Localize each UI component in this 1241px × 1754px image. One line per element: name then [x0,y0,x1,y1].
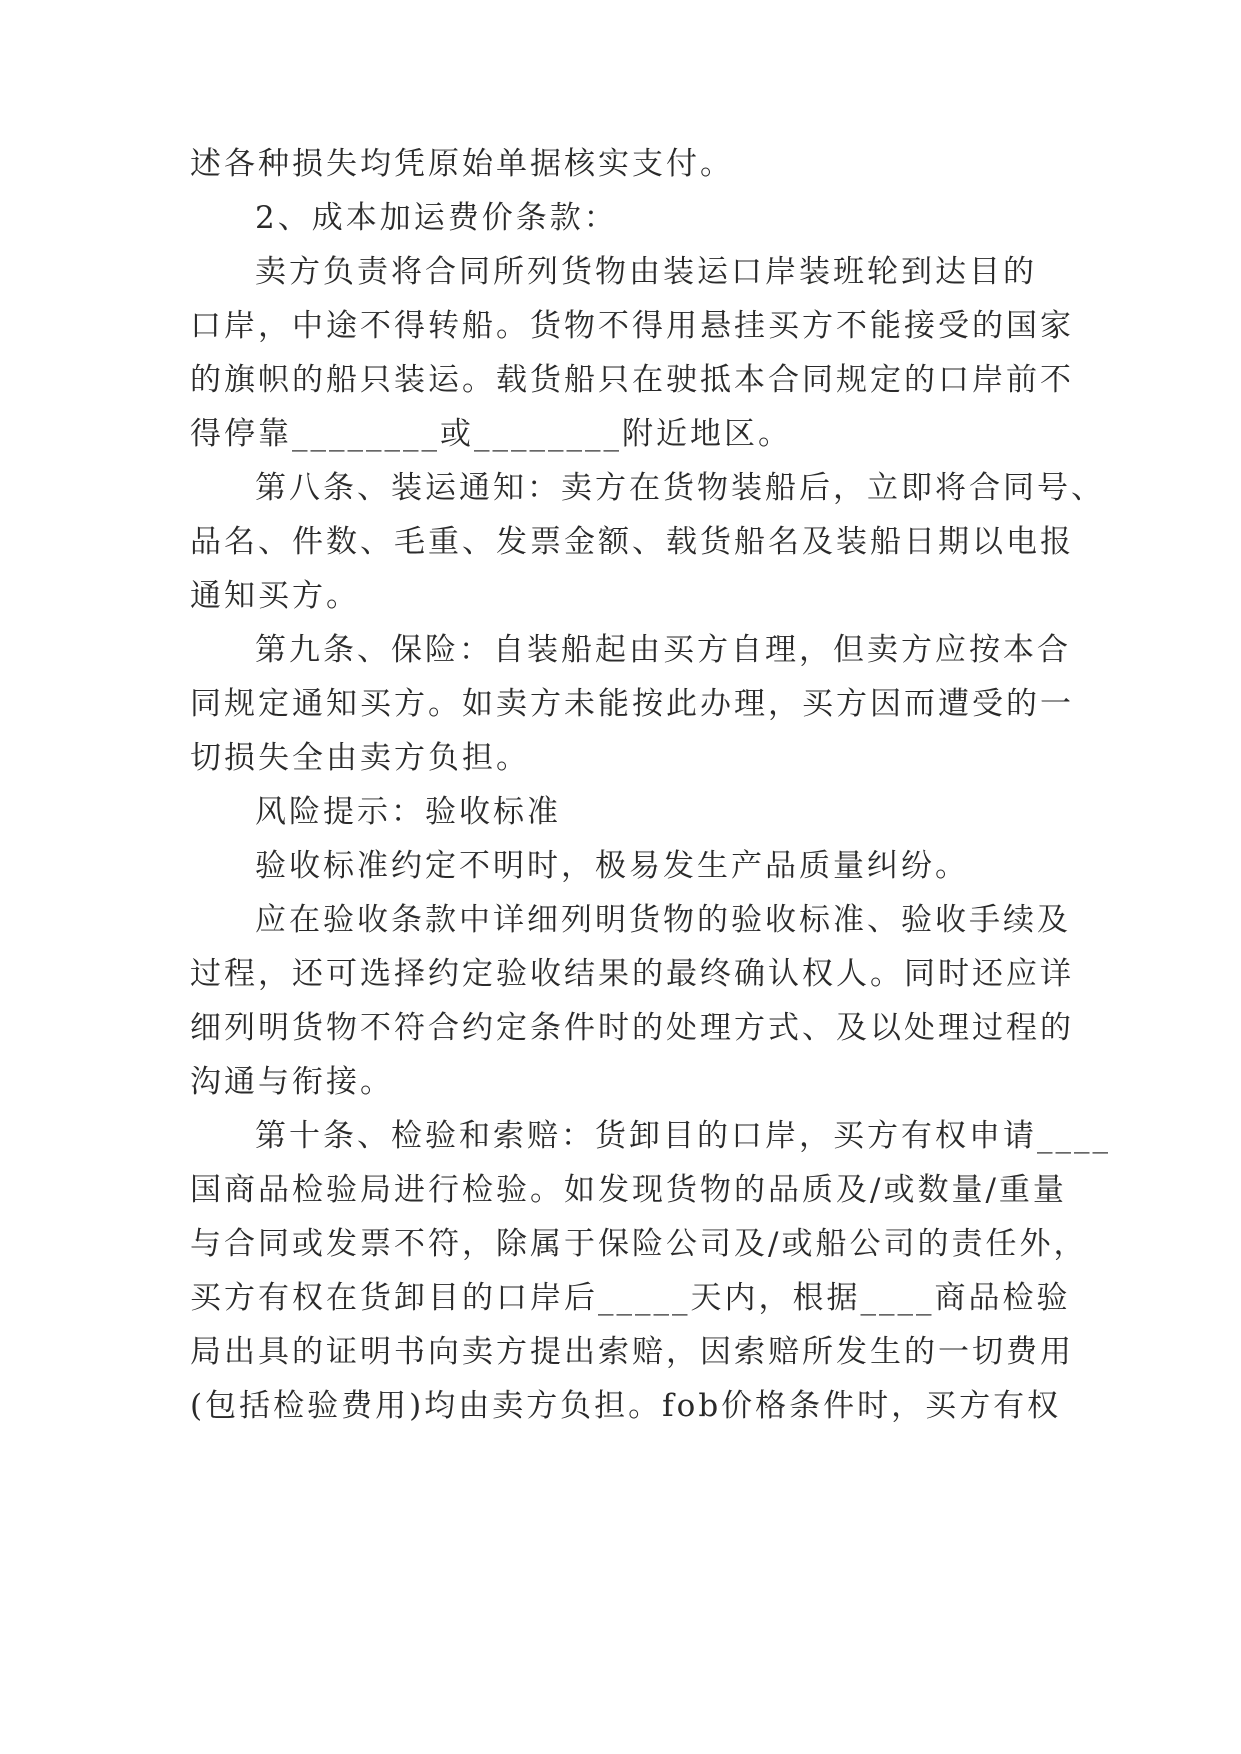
body-line: 述各种损失均凭原始单据核实支付。 [190,146,734,182]
body-line: 同规定通知买方。如卖方未能按此办理，买方因而遭受的一 [190,686,1074,722]
body-line: (包括检验费用)均由卖方负担。fob价格条件时，买方有权 [190,1388,1062,1424]
body-line: 的旗帜的船只装运。载货船只在驶抵本合同规定的口岸前不 [190,362,1074,398]
body-line: 得停靠________或________附近地区。 [190,416,792,452]
body-line: 品名、件数、毛重、发票金额、载货船名及装船日期以电报 [190,524,1074,560]
body-line: 卖方负责将合同所列货物由装运口岸装班轮到达目的 [255,254,1037,290]
body-line: 过程，还可选择约定验收结果的最终确认权人。同时还应详 [190,956,1074,992]
risk-tip-heading: 风险提示：验收标准 [255,794,561,830]
article-10-line: 第十条、检验和索赔：货卸目的口岸，买方有权申请____ [255,1118,1111,1154]
body-line: 沟通与衔接。 [190,1064,394,1100]
body-line: 局出具的证明书向卖方提出索赔，因索赔所发生的一切费用 [190,1334,1074,1370]
body-line: 买方有权在货卸目的口岸后_____天内，根据____商品检验 [190,1280,1071,1316]
article-9-line: 第九条、保险：自装船起由买方自理，但卖方应按本合 [255,632,1071,668]
body-line: 应在验收条款中详细列明货物的验收标准、验收手续及 [255,902,1071,938]
body-line: 细列明货物不符合约定条件时的处理方式、及以处理过程的 [190,1010,1074,1046]
body-line: 口岸，中途不得转船。货物不得用悬挂买方不能接受的国家 [190,308,1074,344]
body-line: 验收标准约定不明时，极易发生产品质量纠纷。 [255,848,969,884]
section-heading: 2、成本加运费价条款： [255,200,618,236]
body-line: 切损失全由卖方负担。 [190,740,530,776]
body-line: 国商品检验局进行检验。如发现货物的品质及/或数量/重量 [190,1172,1067,1208]
body-line: 通知买方。 [190,578,360,614]
article-8-line: 第八条、装运通知：卖方在货物装船后，立即将合同号、 [255,470,1105,506]
body-line: 与合同或发票不符，除属于保险公司及/或船公司的责任外， [190,1226,1088,1262]
